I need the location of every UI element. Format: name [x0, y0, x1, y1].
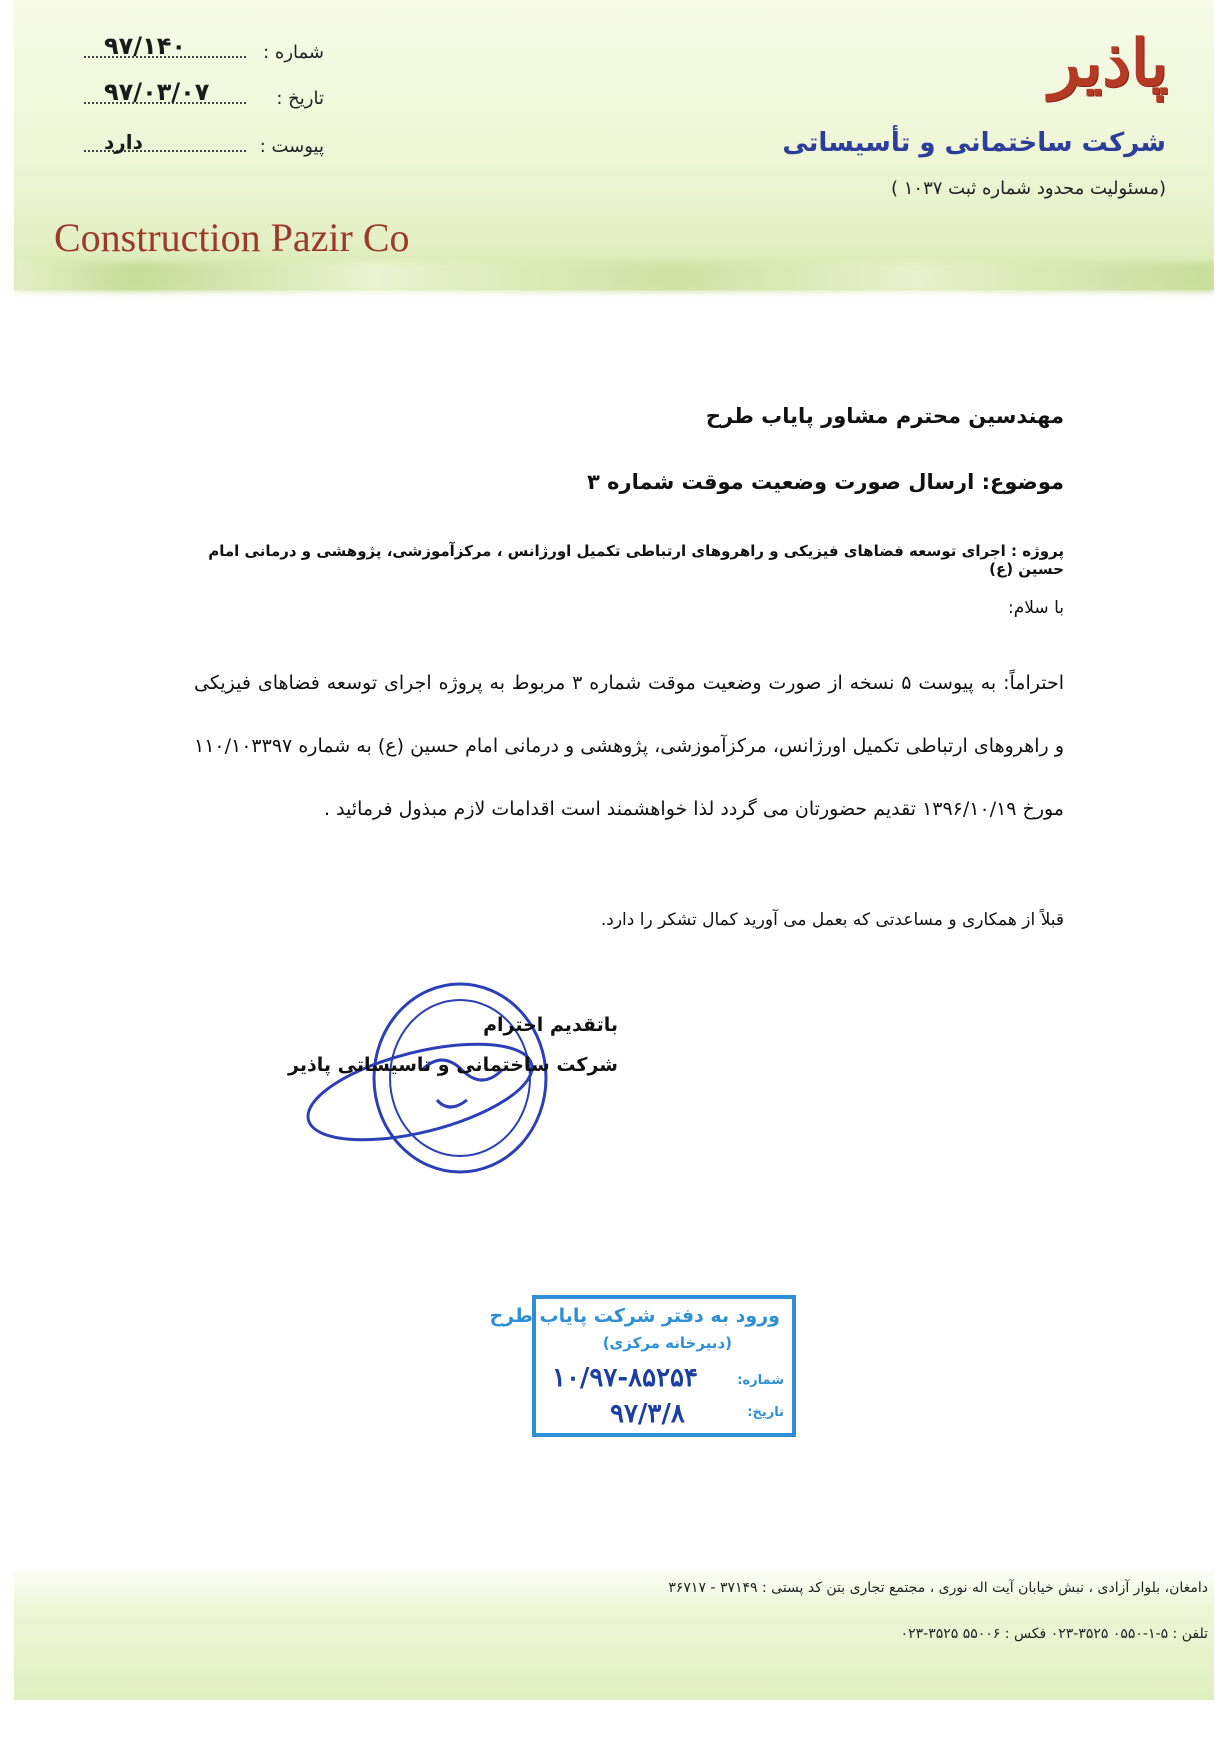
- registration-info: (مسئولیت محدود شماره ثبت ۱۰۳۷ ): [891, 178, 1166, 199]
- letter-body: احتراماً: به پیوست ۵ نسخه از صورت وضعیت موقت شماره ۳ مربوط به پروژه اجرای توسعه فضاهای فیزیکی و راهروهای ارتباطی تکمیل اورژانس، مرکزآموزشی، پژوهشی و درمانی امام حسین (ع) به شماره ۱۱۰/۱۰۳۳۹۷ مورخ ۱۳۹۶/۱۰/۱۹ تقدیم حضورتان می گردد لذا خواهشمند است اقدامات لازم مبذول فرمائید .: [194, 672, 1064, 820]
- letterhead-edge: [14, 262, 1214, 292]
- addressee: مهندسین محترم مشاور پایاب طرح: [705, 404, 1064, 428]
- receipt-date-label: تاریخ:: [747, 1405, 784, 1420]
- number-value: ۹۷/۱۴۰: [104, 32, 187, 60]
- footer-phones: تلفن : ۵-۱-۰۵۵۰ ۳۵۲۵-۰۲۳ فکس : ۵۵۰۰۶ ۳۵۲۵-۰۲۳: [900, 1626, 1208, 1642]
- attachment-value: دارد: [104, 130, 143, 154]
- meta-attachment: [84, 132, 324, 162]
- meta-date: [84, 78, 324, 114]
- number-label: شماره :: [263, 42, 324, 63]
- signature-greeting: باتقدیم احترام: [483, 1014, 618, 1036]
- attachment-label: پیوست :: [259, 136, 324, 157]
- receipt-date-value: ۹۷/۳/۸: [610, 1399, 685, 1429]
- closing-line: قبلاً از همکاری و مساعدتی که بعمل می آورید کمال تشکر را دارد.: [600, 910, 1064, 930]
- date-value: ۹۷/۰۳/۰۷: [104, 78, 210, 106]
- receipt-number-value: ۱۰/۹۷-۸۵۲۵۴: [552, 1363, 698, 1393]
- receipt-stamp-subtitle: (دبیرخانه مرکزی): [602, 1334, 732, 1352]
- company-name-fa: شرکت ساختمانی و تأسیساتی: [782, 128, 1166, 158]
- receipt-stamp: [489, 1295, 796, 1437]
- greeting: با سلام:: [1008, 598, 1064, 618]
- company-logo: پاذیر: [1049, 26, 1168, 101]
- signature-company: شرکت ساختمانی و تاسیساتی پاذیر: [288, 1054, 618, 1076]
- company-name-en: Construction Pazir Co: [54, 215, 410, 260]
- receipt-number-label: شماره:: [737, 1373, 784, 1388]
- letter-page: [14, 0, 1214, 1700]
- receipt-stamp-title: ورود به دفتر شرکت پایاب طرح: [489, 1305, 780, 1327]
- date-label: تاریخ :: [276, 88, 324, 109]
- project-line: پروژه : اجرای توسعه فضاهای فیزیکی و راهروهای ارتباطی تکمیل اورژانس ، مرکزآموزشی، پژوهشی و درمانی امام حسین (ع): [208, 542, 1064, 578]
- meta-number: [84, 32, 324, 68]
- subject-line: موضوع: ارسال صورت وضعیت موقت شماره ۳: [586, 470, 1064, 494]
- footer-address: دامغان، بلوار آزادی ، نبش خیابان آیت اله نوری ، مجتمع تجاری بتن کد پستی : ۳۷۱۴۹ - ۳۶۷۱۷: [668, 1580, 1208, 1596]
